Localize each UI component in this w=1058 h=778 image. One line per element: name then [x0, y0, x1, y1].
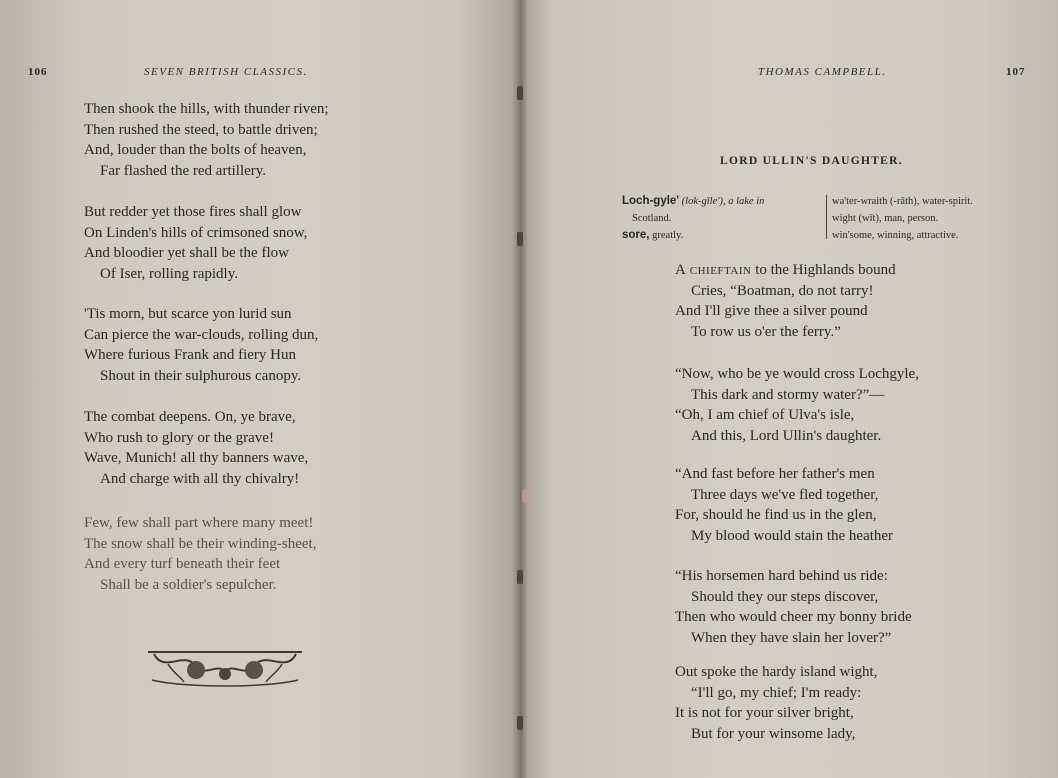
verse-line: Then rushed the steed, to battle driven;: [84, 121, 318, 138]
verse-line: “And fast before her father's men: [675, 466, 875, 482]
glossary-entry: win'some, winning, attractive.: [832, 230, 959, 241]
left-stanza-3: [84, 304, 318, 386]
verse-line: Far flashed the red artillery.: [100, 162, 267, 179]
verse-line: Of Iser, rolling rapidly.: [100, 265, 238, 282]
verse-line: And bloodier yet shall be the flow: [84, 245, 289, 261]
first-words: A chieftain: [675, 262, 752, 278]
glossary-term: Loch-gyle': [622, 195, 680, 207]
verse-line: Who rush to glory or the grave!: [84, 429, 274, 446]
verse-line: “Oh, I am chief of Ulva's isle,: [675, 407, 855, 423]
glossary-def: (lok-gīle'), a lake in: [681, 196, 765, 207]
left-running-title: SEVEN BRITISH CLASSICS.: [144, 66, 308, 78]
verse-line-text: to the Highlands bound: [751, 262, 896, 278]
verse-line: Where furious Frank and fiery Hun: [84, 347, 297, 363]
binding-thread: [517, 570, 523, 584]
verse-line: “His horsemen hard behind us ride:: [675, 568, 888, 584]
right-running-title-wrap: [758, 66, 887, 78]
left-stanza-4: [84, 407, 308, 489]
left-running-title-wrap: [144, 66, 308, 78]
left-stanza-1: [84, 99, 329, 181]
verse-line: And every turf beneath their feet: [84, 556, 281, 572]
verse-line: And I'll give thee a silver pound: [675, 303, 868, 319]
right-stanza-4: [675, 566, 912, 648]
glossary-entry: [622, 193, 764, 210]
verse-line: Shall be a soldier's sepulcher.: [100, 576, 277, 593]
glossary-entry: [622, 227, 764, 244]
verse-line: My blood would stain the heather: [691, 527, 894, 544]
right-stanza-2: [675, 364, 919, 446]
verse-line: Shout in their sulphurous canopy.: [100, 367, 302, 384]
binding-thread: [517, 716, 523, 730]
glossary-def: greatly.: [652, 230, 684, 241]
verse-line: When they have slain her lover?”: [691, 629, 892, 646]
paper-stain: [522, 489, 530, 503]
verse-line: And charge with all thy chivalry!: [100, 470, 300, 487]
binding-thread: [517, 86, 523, 100]
right-page-number: 107: [1006, 66, 1026, 78]
verse-line: Three days we've fled together,: [691, 486, 879, 503]
glossary-term: sore,: [622, 229, 650, 241]
verse-line: 'Tis morn, but scarce yon lurid sun: [84, 306, 292, 322]
glossary-divider: [826, 195, 827, 239]
verse-line: Few, few shall part where many meet!: [84, 515, 314, 531]
right-running-head: [1006, 66, 1026, 78]
glossary-def: Scotland.: [632, 213, 672, 224]
left-stanza-2: [84, 202, 307, 284]
verse-line: This dark and stormy water?”—: [691, 386, 885, 403]
left-page-number: 106: [28, 66, 48, 78]
verse-line: It is not for your silver bright,: [675, 705, 854, 721]
glossary-right: [832, 193, 973, 244]
right-stanza-3: [675, 464, 893, 546]
verse-line: The snow shall be their winding-sheet,: [84, 535, 317, 552]
left-stanza-5: [84, 513, 316, 595]
verse-line: The combat deepens. On, ye brave,: [84, 409, 296, 425]
verse-line: Then shook the hills, with thunder riven;: [84, 101, 329, 117]
right-stanza-5: [675, 662, 877, 744]
glossary-entry: wight (wīt), man, person.: [832, 213, 939, 224]
right-running-title: THOMAS CAMPBELL.: [758, 66, 887, 78]
verse-line: [675, 260, 896, 281]
verse-line: But for your winsome lady,: [691, 725, 856, 742]
glossary-entry: [622, 210, 764, 227]
verse-line: “I'll go, my chief; I'm ready:: [691, 684, 862, 701]
verse-line: For, should he find us in the glen,: [675, 507, 877, 523]
verse-line: Wave, Munich! all thy banners wave,: [84, 450, 309, 466]
verse-line: Should they our steps discover,: [691, 588, 879, 605]
verse-line: To row us o'er the ferry.”: [691, 323, 841, 340]
verse-line: On Linden's hills of crimsoned snow,: [84, 224, 308, 241]
binding-thread: [517, 232, 523, 246]
left-running-head: [28, 66, 48, 78]
verse-line: Then who would cheer my bonny bride: [675, 609, 912, 625]
glossary-left: [622, 193, 764, 244]
verse-line: But redder yet those fires shall glow: [84, 204, 302, 220]
verse-line: And, louder than the bolts of heaven,: [84, 142, 307, 158]
verse-line: “Now, who be ye would cross Lochgyle,: [675, 366, 919, 382]
book-gutter: [512, 0, 528, 778]
ornament-icon: [144, 644, 306, 688]
verse-line: Cries, “Boatman, do not tarry!: [691, 282, 874, 299]
glossary-entry: wa'ter-wraith (-rāth), water-spirit.: [832, 196, 973, 207]
verse-line: And this, Lord Ullin's daughter.: [691, 427, 882, 444]
poem-title: LORD ULLIN'S DAUGHTER.: [720, 155, 903, 167]
verse-line: Can pierce the war-clouds, rolling dun,: [84, 326, 319, 343]
verse-line: Out spoke the hardy island wight,: [675, 664, 878, 680]
right-stanza-1: [675, 260, 896, 342]
